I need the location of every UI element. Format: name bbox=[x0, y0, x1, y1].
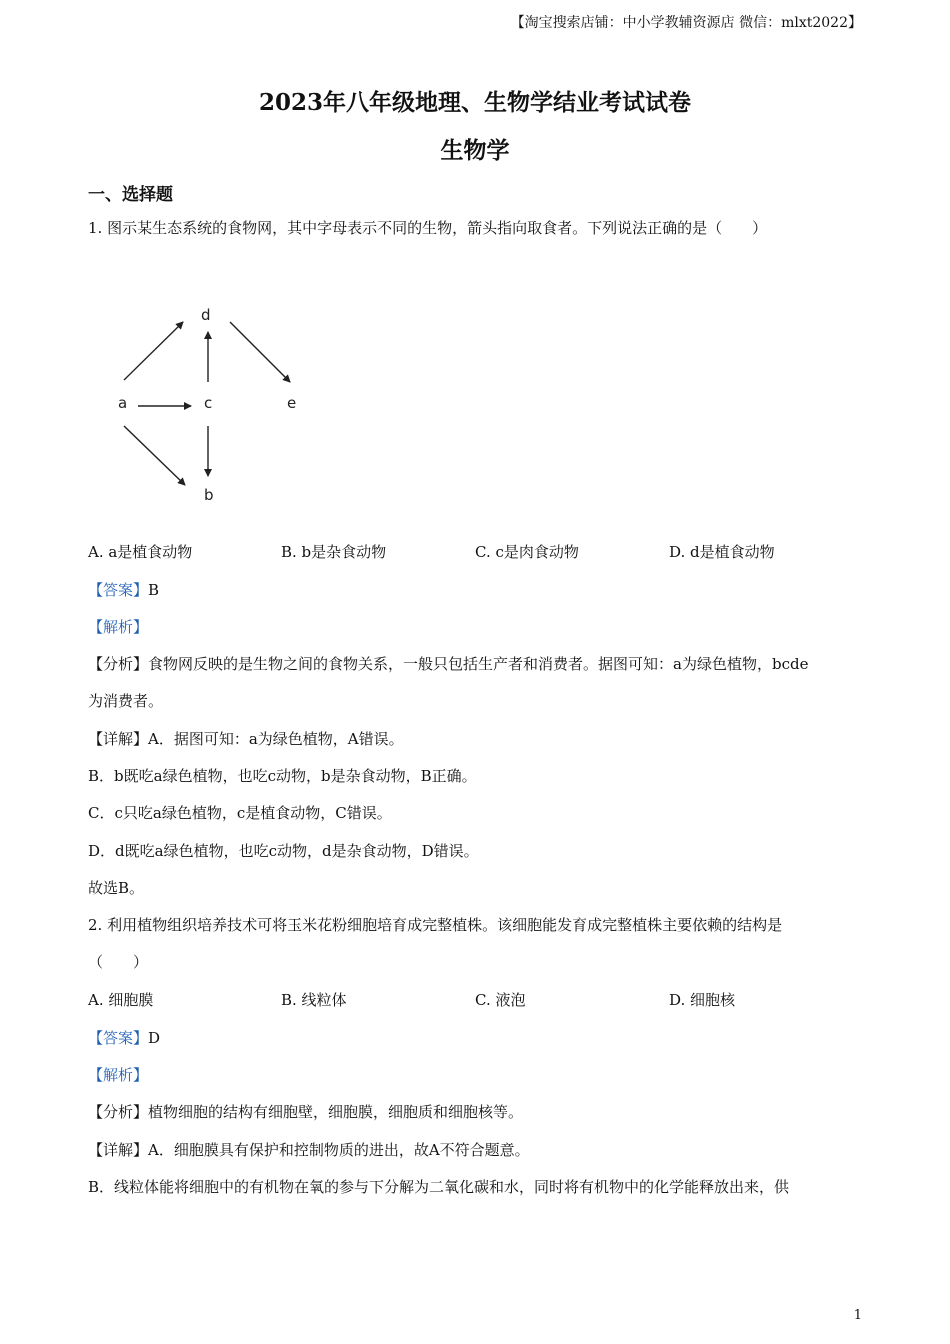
question-1-option-d: D. d是植食动物 bbox=[669, 543, 775, 561]
detail-a-text: A．据图可知：a为绿色植物，A错误。 bbox=[148, 730, 404, 748]
question-1-detail-c: C．c只吃a绿色植物，c是植食动物，C错误。 bbox=[88, 804, 392, 822]
fenxi-tag: 【分析】 bbox=[88, 655, 149, 673]
question-2-detail-b: B．线粒体能将细胞中的有机物在氧的参与下分解为二氧化碳和水，同时将有机物中的化学能释放出来，供 bbox=[88, 1178, 790, 1196]
question-1-detail-d: D．d既吃a绿色植物，也吃c动物，d是杂食动物，D错误。 bbox=[88, 842, 479, 860]
question-1-fenxi-line1 bbox=[88, 654, 808, 674]
question-2-stem-line2: （ ） bbox=[88, 953, 149, 971]
question-1-stem: 1. 图示某生态系统的食物网，其中字母表示不同的生物，箭头指向取食者。下列说法正确的是（ ） bbox=[88, 219, 768, 237]
question-2-analysis-tag: 【解析】 bbox=[88, 1066, 149, 1084]
section-heading: 一、选择题 bbox=[88, 185, 173, 205]
question-1-analysis-tag: 【解析】 bbox=[88, 618, 149, 636]
arrow-a-to-b bbox=[124, 426, 185, 485]
node-c-label: c bbox=[204, 394, 213, 412]
question-1-answer bbox=[88, 580, 159, 600]
node-b-label: b bbox=[204, 486, 214, 504]
node-a-label: a bbox=[118, 394, 128, 412]
arrow-d-to-e bbox=[230, 322, 290, 382]
answer-value: B bbox=[148, 581, 160, 599]
exam-title: 2023年八年级地理、生物学结业考试试卷 bbox=[258, 89, 691, 116]
question-2-option-d: D. 细胞核 bbox=[669, 991, 736, 1009]
question-2-stem-line1: 2. 利用植物组织培养技术可将玉米花粉细胞培育成完整植株。该细胞能发育成完整植株主要依赖的结构是 bbox=[88, 916, 783, 934]
node-d-label: d bbox=[201, 306, 211, 324]
detail-tag: 【详解】 bbox=[88, 1141, 149, 1159]
detail-a-text: A．细胞膜具有保护和控制物质的进出，故A不符合题意。 bbox=[148, 1141, 530, 1159]
exam-subtitle: 生物学 bbox=[440, 137, 510, 164]
answer-value: D bbox=[148, 1029, 161, 1047]
answer-tag: 【答案】 bbox=[88, 1029, 149, 1047]
question-2-option-a: A. 细胞膜 bbox=[88, 991, 154, 1009]
arrow-a-to-d bbox=[124, 322, 183, 380]
fenxi-tag: 【分析】 bbox=[88, 1103, 149, 1121]
question-2-detail-a bbox=[88, 1140, 530, 1160]
fenxi-text: 植物细胞的结构有细胞壁，细胞膜，细胞质和细胞核等。 bbox=[148, 1103, 524, 1121]
fenxi-text: 食物网反映的是生物之间的食物关系，一般只包括生产者和消费者。据图可知：a为绿色植物，bcde bbox=[148, 655, 809, 673]
question-2-option-c: C. 液泡 bbox=[475, 991, 526, 1009]
question-1-option-b: B. b是杂食动物 bbox=[281, 543, 387, 561]
node-e-label: e bbox=[287, 394, 297, 412]
question-2-fenxi-line1 bbox=[88, 1102, 523, 1122]
question-1-options bbox=[88, 542, 868, 562]
question-1-option-c: C. c是肉食动物 bbox=[475, 543, 579, 561]
page-number: 1 bbox=[853, 1308, 862, 1323]
header-note: 【淘宝搜索店铺：中小学教辅资源店 微信：mlxt2022】 bbox=[510, 15, 862, 31]
question-2-option-b: B. 线粒体 bbox=[281, 991, 347, 1009]
question-1-conclusion: 故选B。 bbox=[88, 879, 145, 897]
food-web-diagram bbox=[100, 296, 320, 512]
question-1-detail-a bbox=[88, 729, 404, 749]
question-2-options bbox=[88, 990, 868, 1010]
question-2-answer bbox=[88, 1028, 160, 1048]
question-1-detail-b: B．b既吃a绿色植物，也吃c动物，b是杂食动物，B正确。 bbox=[88, 767, 477, 785]
question-1-fenxi-line2: 为消费者。 bbox=[88, 692, 164, 710]
detail-tag: 【详解】 bbox=[88, 730, 149, 748]
answer-tag: 【答案】 bbox=[88, 581, 149, 599]
question-1-option-a: A. a是植食动物 bbox=[88, 543, 193, 561]
